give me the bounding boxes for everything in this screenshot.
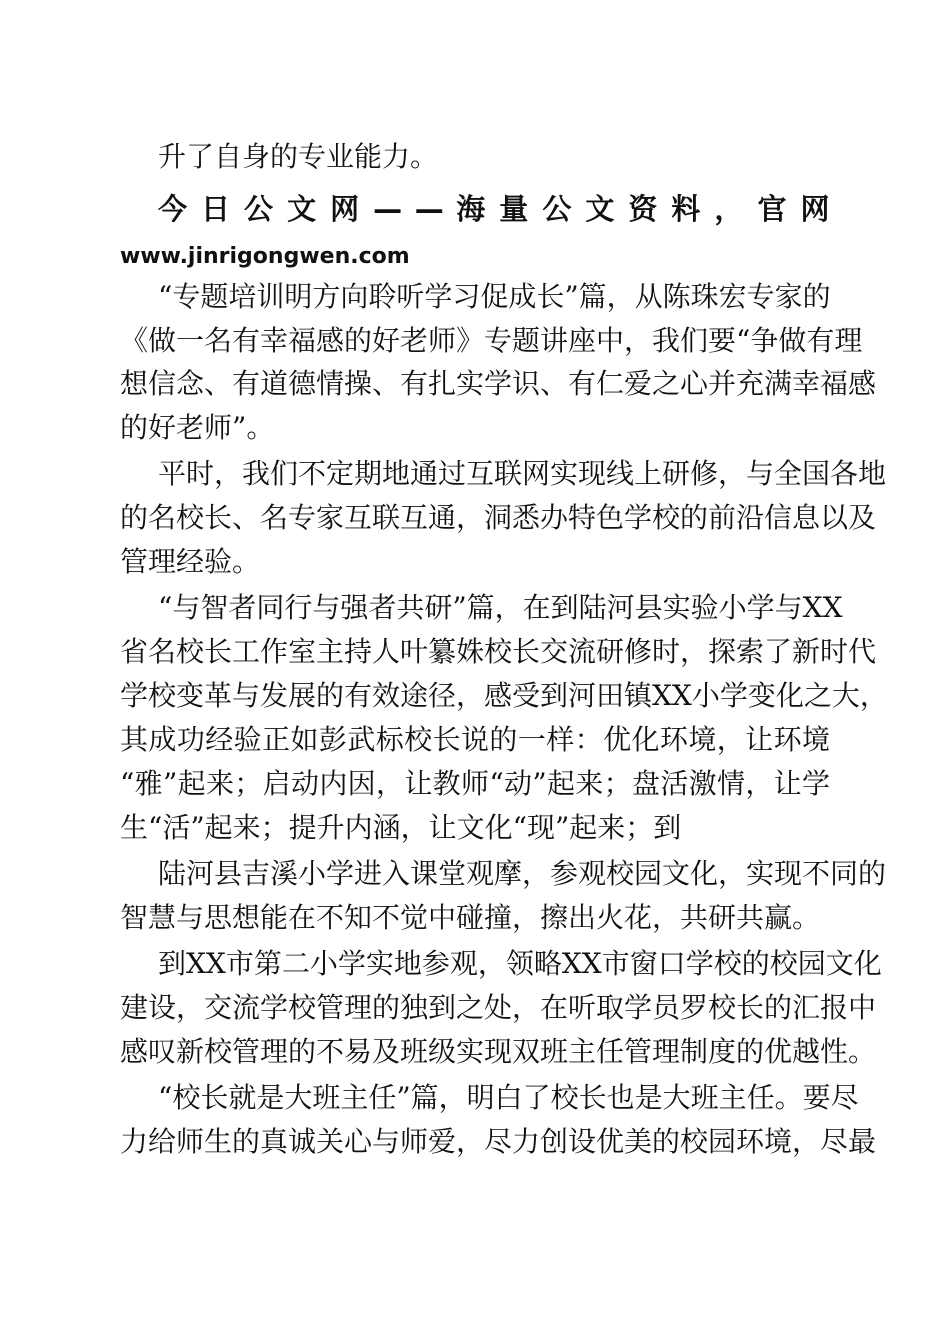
website-url: www.jinrigongwen.com — [120, 244, 410, 269]
text-line: 的名校长、名专家互联互通，洞悉办特色学校的前沿信息以及 — [120, 501, 877, 534]
text-line: 的好老师”。 — [120, 411, 275, 444]
text-line: 建设，交流学校管理的独到之处，在听取学员罗校长的汇报中 — [120, 991, 877, 1024]
text-line: 省名校长工作室主持人叶纂姝校长交流研修时，探索了新时代 — [120, 635, 877, 668]
text-line: 想信念、有道德情操、有扎实学识、有仁爱之心并充满幸福感 — [120, 367, 877, 400]
text-line: 升了自身的专业能力。 — [158, 140, 439, 173]
text-line: 到XX市第二小学实地参观，领略XX市窗口学校的校园文化 — [158, 947, 882, 980]
text-line: “雅”起来；启动内因，让教师“动”起来；盘活激情，让学 — [120, 767, 830, 800]
text-line: “与智者同行与强者共研”篇，在到陆河县实验小学与XX — [158, 591, 843, 624]
text-line: 智慧与思想能在不知不觉中碰撞，擦出火花，共研共赢。 — [120, 901, 821, 934]
text-line: 学校变革与发展的有效途径，感受到河田镇XX小学变化之大， — [120, 679, 888, 712]
text-line: 其成功经验正如彭武标校长说的一样：优化环境，让环境 — [120, 723, 830, 756]
text-line: “校长就是大班主任”篇，明白了校长也是大班主任。要尽 — [158, 1081, 859, 1114]
text-line: 平时，我们不定期地通过互联网实现线上研修，与全国各地 — [158, 457, 887, 490]
text-line: 管理经验。 — [120, 545, 261, 578]
text-line: 生“活”起来；提升内涵，让文化“现”起来；到 — [120, 811, 682, 844]
text-line: 陆河县吉溪小学进入课堂观摩，参观校园文化，实现不同的 — [158, 857, 887, 890]
text-line: 感叹新校管理的不易及班级实现双班主任管理制度的优越性。 — [120, 1035, 877, 1068]
website-banner-line: 今 日 公 文 网 — — 海 量 公 文 资 料 ， 官 网 — [158, 192, 830, 226]
text-line: 《做一名有幸福感的好老师》专题讲座中，我们要“争做有理 — [120, 324, 863, 357]
text-line: 力给师生的真诚关心与师爱，尽力创设优美的校园环境，尽最 — [120, 1125, 877, 1158]
text-line: “专题培训明方向聆听学习促成长”篇，从陈珠宏专家的 — [158, 280, 831, 313]
